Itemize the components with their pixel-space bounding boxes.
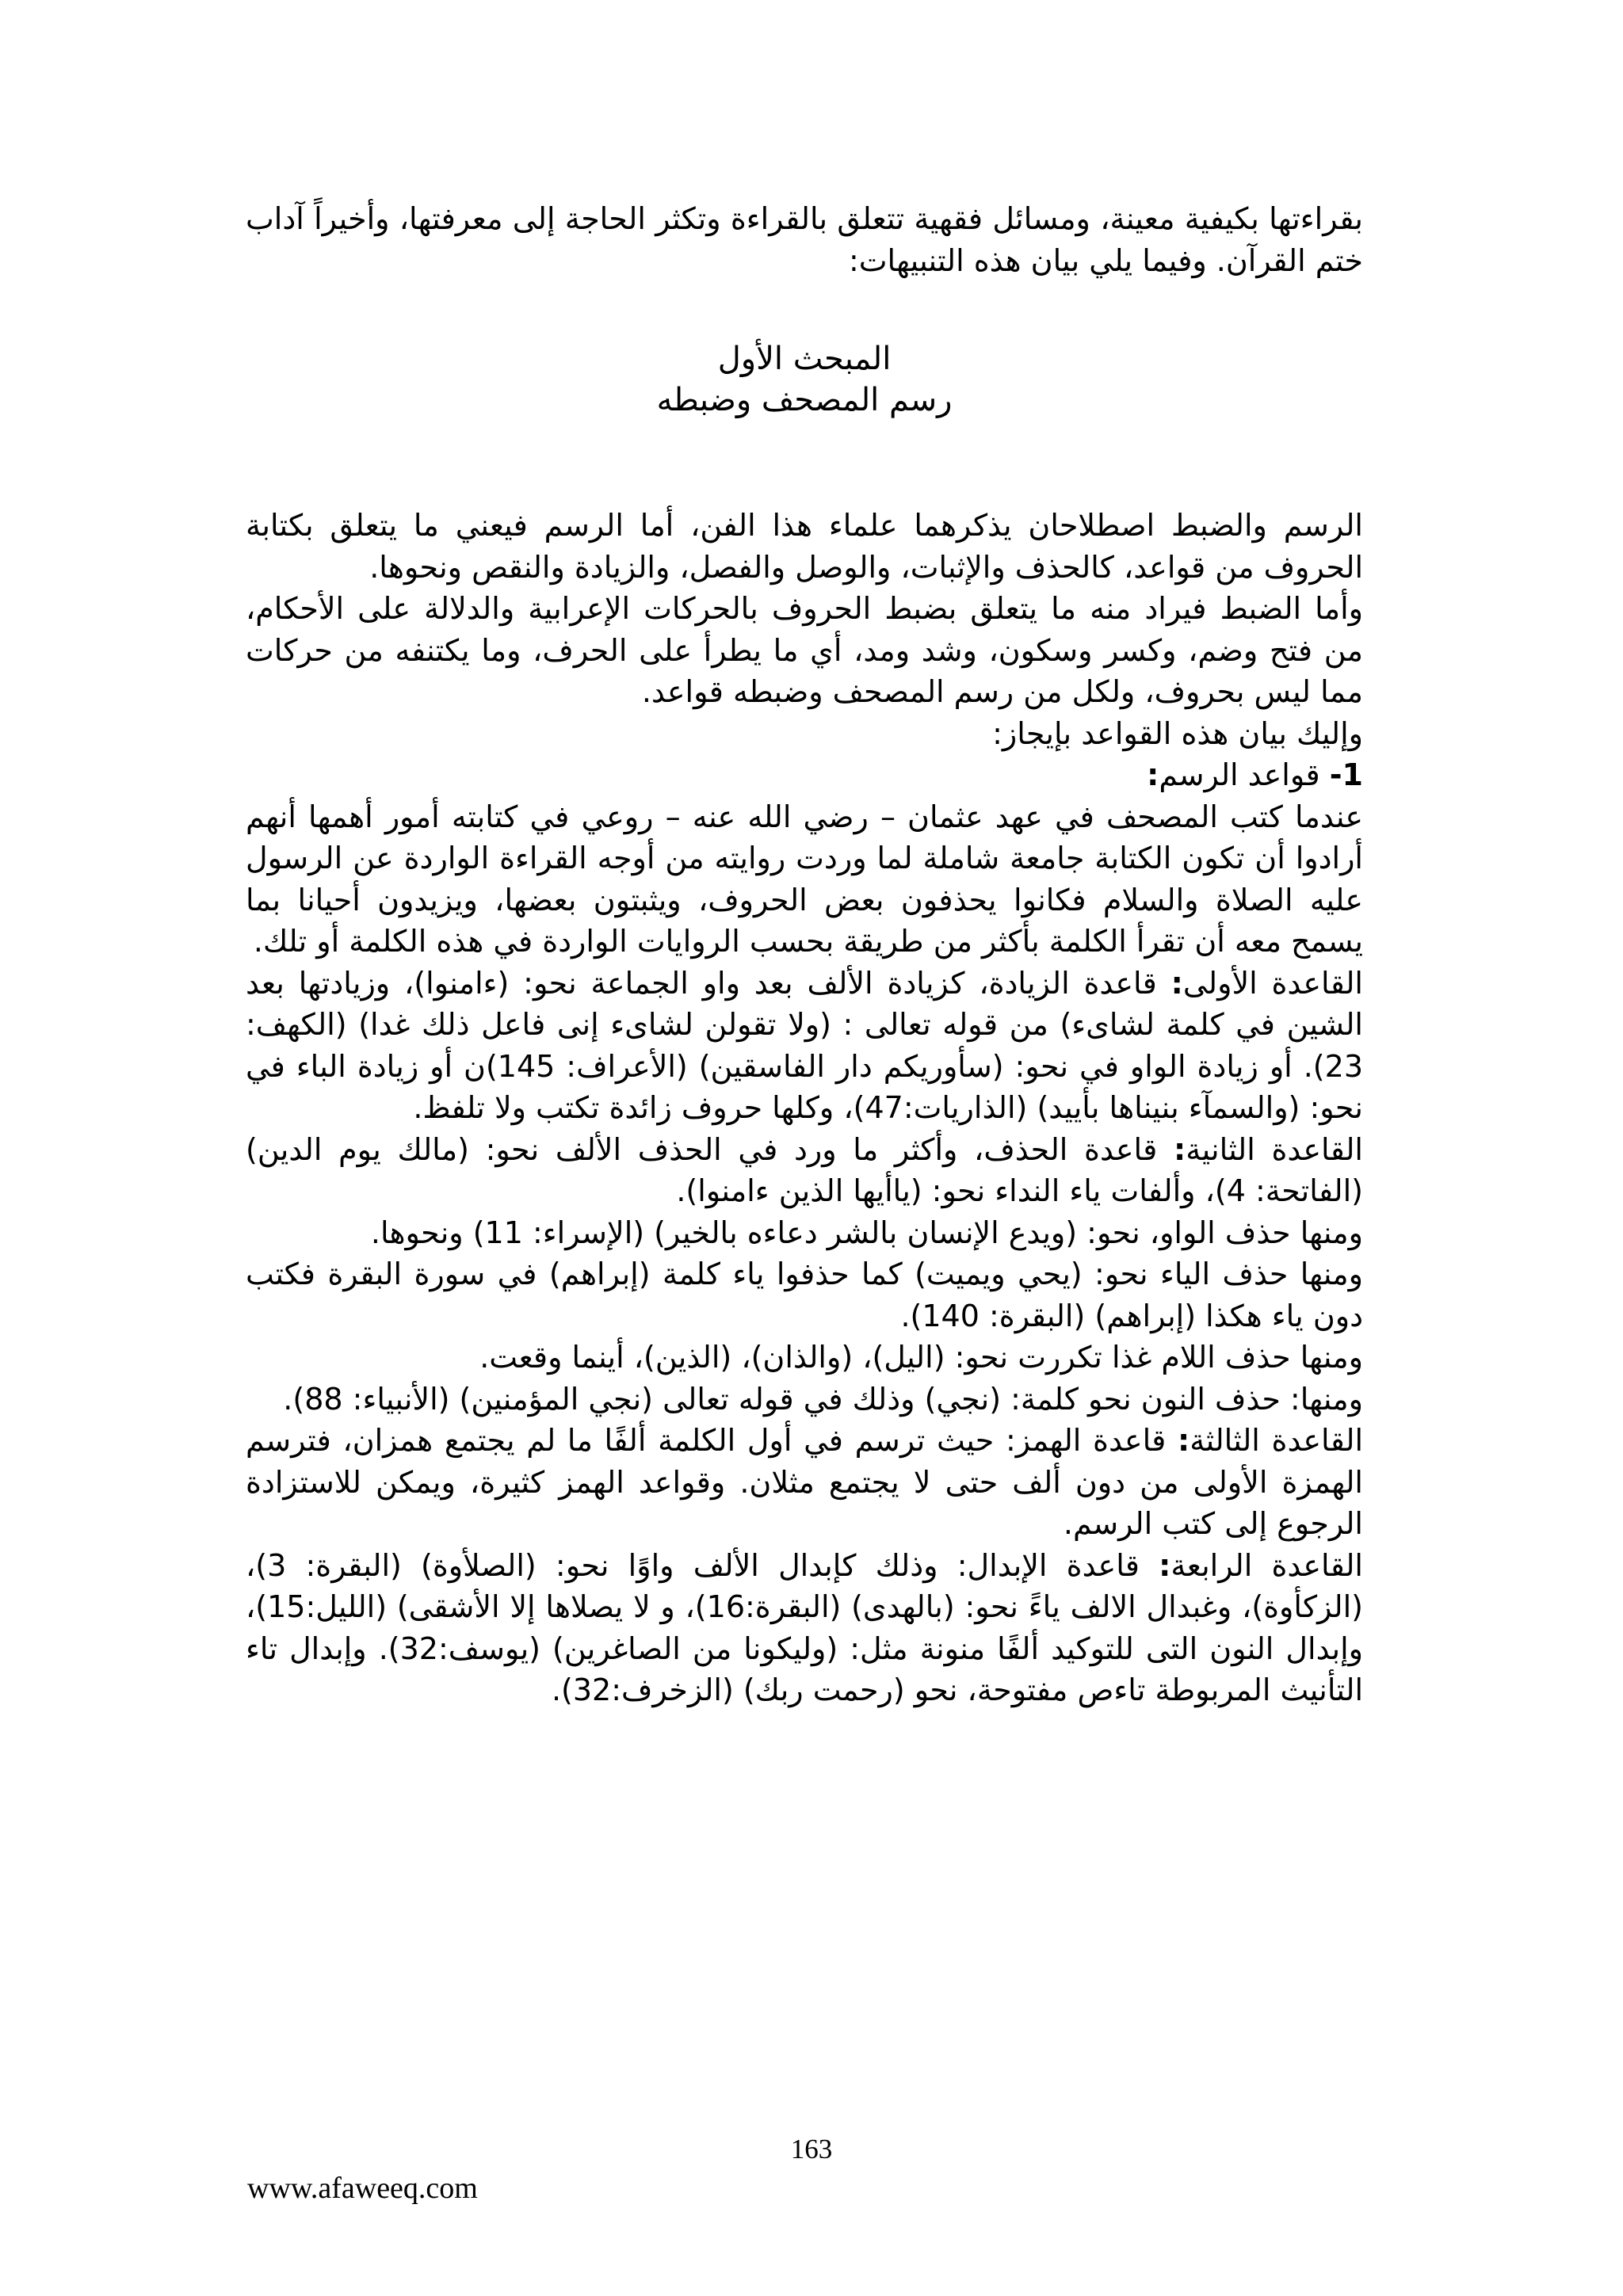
paragraph-rasm-dabt: الرسم والضبط اصطلاحان يذكرهما علماء هذا الفن، أما الرسم فيعني ما يتعلق بكتابة الحروف من قواعد، كالحذف والإثبات، والوصل والفصل، والزيادة والنقص ونحوها. [246,508,1363,585]
section-heading-rasm-rules [246,754,1363,796]
section-number: 1- [1329,757,1363,792]
rule-first-colon: : [1170,965,1183,1001]
rule-second [246,1129,1363,1212]
section-title: قواعد الرسم [1159,757,1320,792]
rule-second-nun: ومنها: حذف النون نحو كلمة: (نجي) وذلك في قوله تعالى (نجي المؤمنين) (الأنبياء: 88). [283,1381,1363,1417]
chapter-heading [246,338,1363,421]
rule-third-colon: : [1178,1423,1190,1458]
chapter-subtitle: رسم المصحف وضبطه [656,382,953,418]
intro-paragraph: بقراءتها بكيفية معينة، ومسائل فقهية تتعلق بالقراءة وتكثر الحاجة إلى معرفتها، وأخيراً آداب ختم القرآن. وفيما يلي بيان هذه التنبيهات: [246,201,1363,278]
rule-second-waw: ومنها حذف الواو، نحو: (ويدع الإنسان بالشر دعاءه بالخير) (الإسراء: 11) ونحوها. [370,1215,1363,1250]
rule-first-text: قاعدة الزيادة، كزيادة الألف بعد واو الجماعة نحو: (ءامنوا)، وزيادتها بعد الشين في كلمة لشاىء) من قوله تعالى : (ولا تقولن لشاىء إنى فاعل ذلك غدا) (الكهف: 23). أو زيادة الواو في نحو: (سأوريكم دار الفاسقين) (الأعراف: 145)ن أو زيادة الباء في نحو: (والسمآء بنيناها بأييد) (الذاريات:47)، وكلها حروف زائدة تكتب ولا تلفظ. [246,965,1363,1125]
rule-second-text: قاعدة الحذف، وأكثر ما ورد في الحذف الألف نحو: (مالك يوم الدين) (الفاتحة: 4)، وألفات ياء النداء نحو: (ياأيها الذين ءامنوا). [246,1131,1363,1208]
rule-second-ya: ومنها حذف الياء نحو: (يحي ويميت) كما حذفوا ياء كلمة (إبراهم) في سورة البقرة فكتب دون ياء هكذا (إبراهم) (البقرة: 140). [246,1257,1363,1333]
rule-second-colon: : [1174,1131,1186,1167]
rule-second-lam: ومنها حذف اللام غذا تكررت نحو: (اليل)، (والذان)، (الذين)، أينما وقعت. [479,1340,1363,1375]
section-colon: : [1147,757,1159,792]
rule-second-label: القاعدة الثانية [1186,1131,1363,1167]
paragraph-rules-intro: وإليك بيان هذه القواعد بإيجاز: [992,715,1363,751]
rule-third-text: قاعدة الهمز: حيث ترسم في أول الكلمة ألفًا ما لم يجتمع همزان، فترسم الهمزة الأولى من دون ألف حتى لا يجتمع مثلان. وقواعد الهمز كثيرة، ويمكن للاستزادة الرجوع إلى كتب الرسم. [246,1423,1363,1541]
paragraph-uthman-mushaf: عندما كتب المصحف في عهد عثمان – رضي الله عنه – روعي في كتابته أمور أهمها أنهم أرادوا أن تكون الكتابة جامعة شاملة لما وردت روايته من أوجه القراءة الواردة عن الرسول عليه الصلاة والسلام فكانوا يحذفون بعض الحروف، ويثبتون بعضها، ويزيدون أحيانا بما يسمح معه أن تقرأ الكلمة بأكثر من طريقة بحسب الروايات الواردة في هذه الكلمة أو تلك. [246,799,1363,959]
website-link[interactable]: www.afaweeq.com [247,2172,478,2205]
document-body [246,198,1363,1711]
paragraph-dabt-definition: وأما الضبط فيراد منه ما يتعلق بضبط الحروف بالحركات الإعرابية والدلالة على الأحكام، من فتح وضم، وكسر وسكون، وشد ومد، أي ما يطرأ على الحرف، وما يكتنفه من حركات مما ليس بحروف، ولكل من رسم المصحف وضبطه قواعد. [246,591,1363,709]
rule-third-label: القاعدة الثالثة [1190,1423,1363,1458]
rule-fourth [246,1545,1363,1711]
chapter-title: المبحث الأول [717,341,892,377]
rule-fourth-text: قاعدة الإبدال: وذلك كإبدال الألف واوًا نحو: (الصلأوة) (البقرة: 3)، (الزكأوة)، وغبدال الالف ياءً نحو: (بالهدى) (البقرة:16)، و لا يصلاها إلا الأشقى) (الليل:15)، وإبدال النون التى للتوكيد ألفًا منونة مثل: (وليكونا من الصاغرين) (يوسف:32). وإبدال تاء التأنيث المربوطة تاءص مفتوحة، نحو (رحمت ربك) (الزخرف:32). [246,1547,1364,1707]
rule-third [246,1420,1363,1545]
page-number: 163 [790,2134,833,2164]
rule-fourth-label: القاعدة الرابعة [1170,1547,1363,1583]
rule-fourth-colon: : [1159,1547,1171,1583]
rule-first-label: القاعدة الأولى [1182,965,1363,1001]
rule-first [246,963,1363,1129]
